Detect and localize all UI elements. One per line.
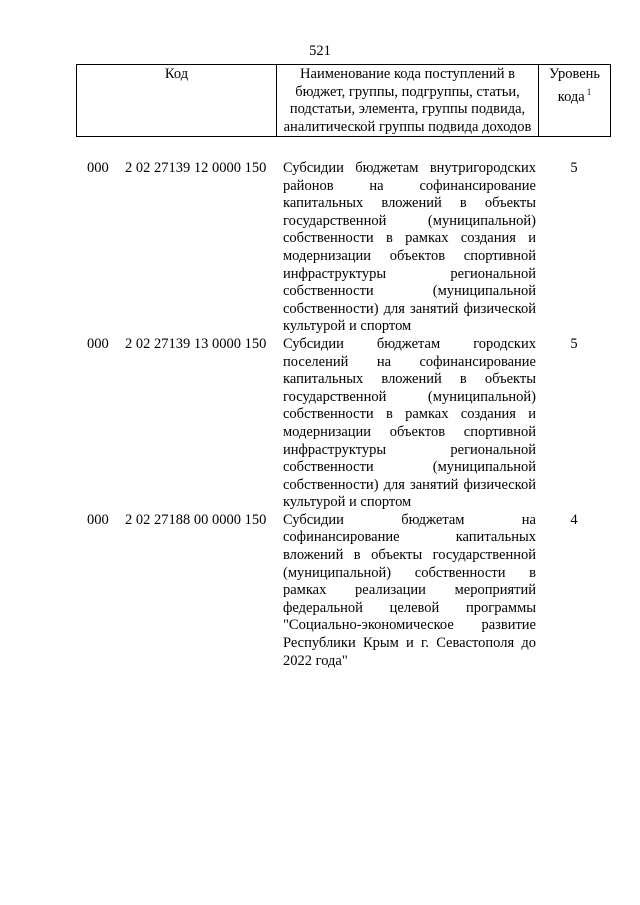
table-row: [0, 336, 640, 512]
table-header: [76, 64, 611, 137]
description-line: вложений в объекты государственной: [283, 547, 536, 564]
description-line: собственности (муниципальной: [283, 283, 536, 300]
description-line: инфраструктуры региональной: [283, 265, 536, 282]
description-line: собственности в рамках создания и: [283, 406, 536, 423]
description-line: капитальных вложений в объекты: [283, 195, 536, 212]
description-line: собственности) для занятий физической: [283, 476, 536, 493]
header-name-line: Наименование кода поступлений в: [300, 66, 515, 82]
footnote-marker: 1: [586, 86, 592, 97]
admin-code: 000: [87, 511, 109, 528]
revenue-code: 2 02 27188 00 0000 150: [125, 511, 267, 528]
header-level-line: [539, 84, 610, 107]
admin-code: 000: [87, 160, 109, 176]
description-line: районов на софинансирование: [283, 177, 536, 194]
revenue-code: 2 02 27139 13 0000 150: [125, 335, 267, 352]
description-line: государственной (муниципальной): [283, 212, 536, 229]
code-level: 4: [570, 511, 578, 528]
description-line: (муниципальной) собственности в: [283, 564, 536, 581]
code-level: 5: [570, 335, 578, 352]
table-row: [0, 512, 640, 670]
header-level-line: Уровень: [548, 66, 601, 82]
description-line: государственной (муниципальной): [283, 388, 536, 405]
description-line: софинансирование капитальных: [283, 529, 536, 546]
header-level-column: [539, 65, 610, 136]
table-body: [0, 160, 640, 670]
revenue-code: 2 02 27139 12 0000 150: [125, 160, 267, 176]
description-line: модернизации объектов спортивной: [283, 247, 536, 264]
description-line: "Социально-экономическое развитие: [283, 617, 536, 634]
code-level: 5: [570, 160, 578, 176]
description-line: собственности (муниципальной: [283, 459, 536, 476]
description-line: собственности в рамках создания и: [283, 230, 536, 247]
description-line: федеральной целевой программы: [283, 599, 536, 616]
description-line: 2022 года": [283, 652, 348, 669]
header-code-label: Код: [164, 66, 189, 82]
description-line: капитальных вложений в объекты: [283, 371, 536, 388]
header-name-line: бюджет, группы, подгруппы, статьи,: [295, 83, 520, 100]
description-line: инфраструктуры региональной: [283, 441, 536, 458]
header-code-column: [77, 65, 277, 136]
description-line: модернизации объектов спортивной: [283, 423, 536, 440]
description-line: Республики Крым и г. Севастополя до: [283, 635, 536, 652]
header-name-line: подстатьи, элемента, группы подвида,: [289, 101, 526, 118]
description-line: культурой и спортом: [283, 318, 412, 335]
table-row: [0, 160, 640, 336]
page-number: 521: [309, 43, 331, 59]
description-line: поселений на софинансирование: [283, 353, 536, 370]
revenue-description: [283, 160, 536, 336]
admin-code: 000: [87, 335, 109, 352]
revenue-description: [283, 512, 536, 670]
revenue-description: [283, 336, 536, 512]
description-line: культурой и спортом: [283, 494, 412, 511]
header-level-word: кода: [557, 88, 585, 105]
description-line: рамках реализации мероприятий: [283, 582, 536, 599]
header-name-column: [277, 65, 539, 136]
header-name-line: аналитической группы подвида доходов: [283, 118, 532, 135]
description-line: собственности) для занятий физической: [283, 300, 536, 317]
description-line: Субсидии бюджетам городских: [283, 335, 536, 352]
description-line: Субсидии бюджетам на: [283, 511, 536, 528]
description-line: Субсидии бюджетам внутригородских: [283, 160, 536, 176]
